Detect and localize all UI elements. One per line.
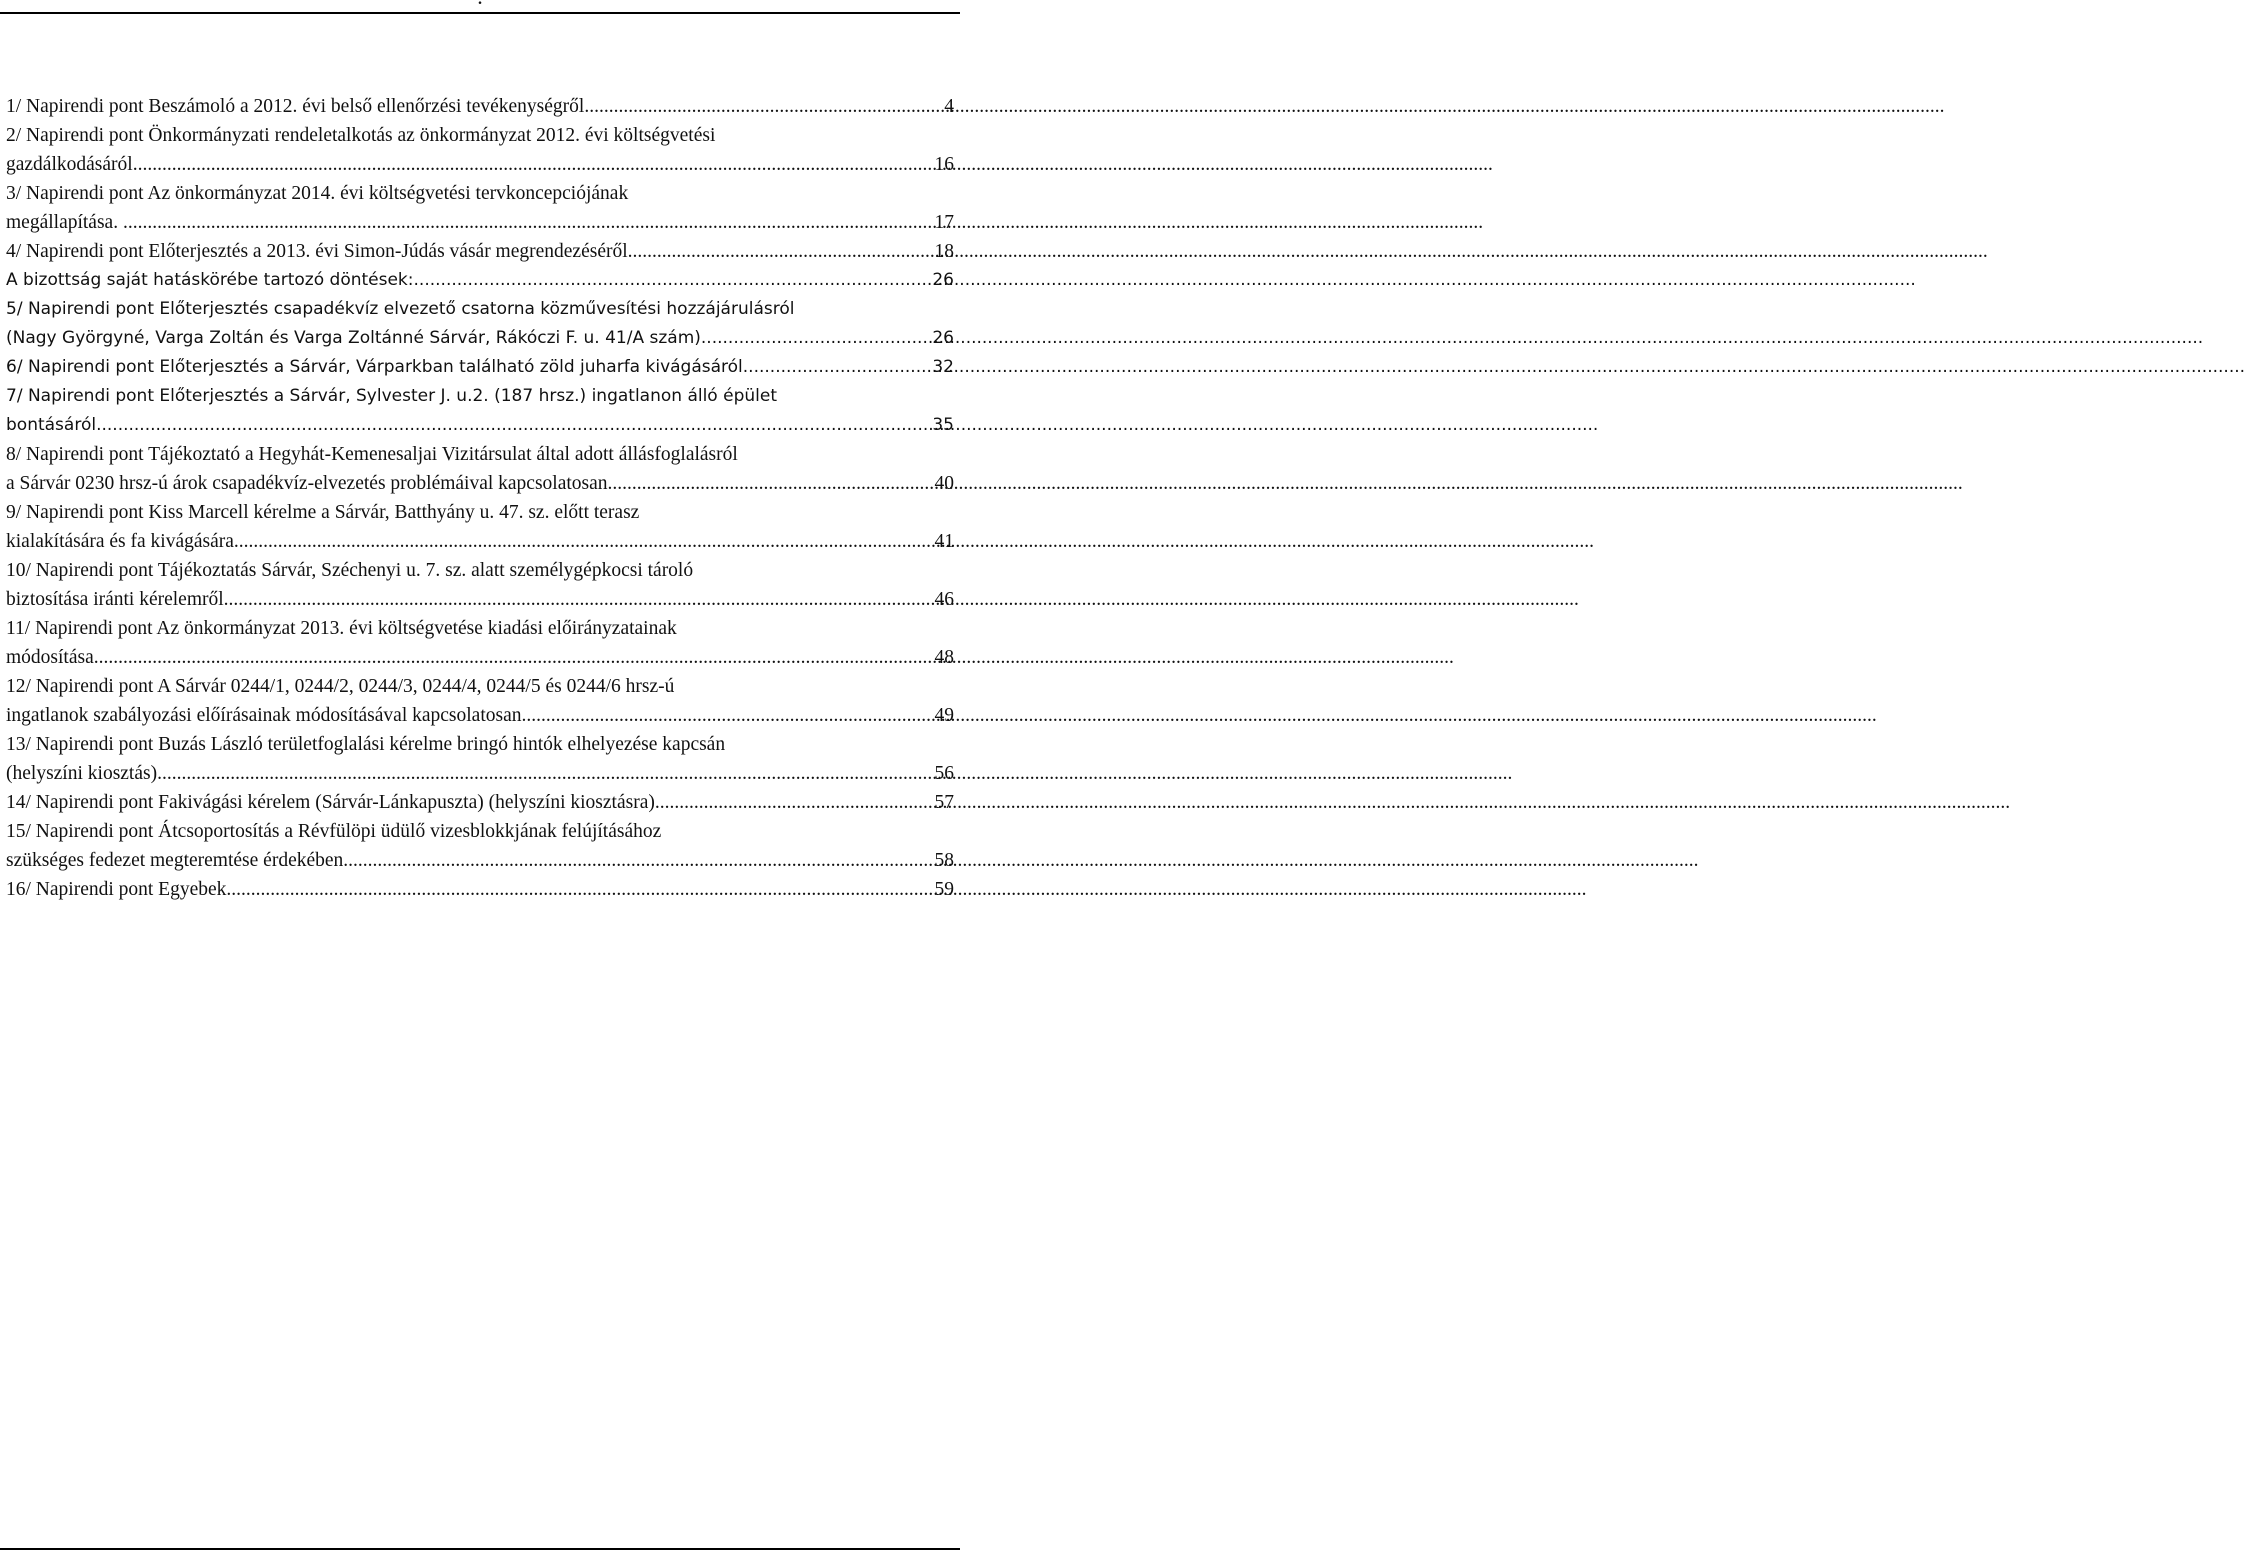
toc-line xyxy=(6,672,954,701)
toc-entry-text: megállapítása. . xyxy=(6,212,128,233)
toc-line xyxy=(6,440,954,469)
dot-leader xyxy=(608,469,933,498)
toc-entry-text: 8/ Napirendi pont Tájékoztató a Hegyhát-Kemenesaljai Vizitársulat által adott állásfoglalásról xyxy=(6,444,738,465)
toc-page-number: 58 xyxy=(934,850,954,871)
toc-entry[interactable] xyxy=(6,556,954,614)
toc-line xyxy=(6,875,954,904)
toc-line xyxy=(6,498,954,527)
table-of-contents xyxy=(6,92,954,904)
toc-line xyxy=(6,92,954,121)
dot-leader xyxy=(414,266,931,295)
toc-line xyxy=(6,585,954,614)
toc-line xyxy=(6,208,954,237)
toc-entry-text: 16/ Napirendi pont Egyebek. xyxy=(6,879,232,900)
toc-entry-text: bontásáról xyxy=(6,415,97,435)
dot-leader xyxy=(224,585,933,614)
toc-entry-text: szükséges fedezet megteremtése érdekében xyxy=(6,850,344,871)
header-mark xyxy=(0,0,960,8)
toc-line xyxy=(6,527,954,556)
dot-leader xyxy=(231,875,932,904)
toc-page-number: 26 xyxy=(932,270,954,290)
toc-entry-text: 14/ Napirendi pont Fakivágási kérelem (Sárvár-Lánkapuszta) (helyszíni kiosztásra) xyxy=(6,792,655,813)
toc-line xyxy=(6,237,954,266)
toc-entry[interactable] xyxy=(6,121,954,179)
toc-line xyxy=(6,266,954,295)
toc-entry[interactable] xyxy=(6,295,954,353)
toc-line xyxy=(6,817,954,846)
dot-leader xyxy=(239,527,933,556)
toc-entry-text: gazdálkodásáról. xyxy=(6,154,138,175)
dot-leader xyxy=(128,208,933,237)
toc-entry-text: 10/ Napirendi pont Tájékoztatás Sárvár, Széchenyi u. 7. sz. alatt személygépkocsi tároló xyxy=(6,560,694,581)
dot-leader xyxy=(743,353,931,382)
toc-entry-text: 13/ Napirendi pont Buzás László területfoglalási kérelme bringó hintók elhelyezése kapcsán xyxy=(6,734,726,755)
dot-leader xyxy=(589,92,942,121)
toc-page-number: 32 xyxy=(932,357,954,377)
toc-entry-text: 9/ Napirendi pont Kiss Marcell kérelme a Sárvár, Batthyány u. 47. sz. előtt terasz xyxy=(6,502,640,523)
dot-leader xyxy=(633,237,933,266)
top-rule xyxy=(0,12,960,14)
toc-entry[interactable] xyxy=(6,730,954,788)
toc-line xyxy=(6,150,954,179)
toc-entry-text: a Sárvár 0230 hrsz-ú árok csapadékvíz-elvezetés problémáival kapcsolatosan xyxy=(6,473,608,494)
toc-entry-text: (Nagy Györgyné, Varga Zoltán és Varga Zoltánné Sárvár, Rákóczi F. u. 41/A szám) xyxy=(6,328,701,348)
toc-entry[interactable] xyxy=(6,440,954,498)
toc-line xyxy=(6,121,954,150)
toc-entry[interactable] xyxy=(6,237,954,266)
toc-page-number: 4 xyxy=(944,96,954,117)
dot-leader xyxy=(157,759,932,788)
toc-line xyxy=(6,324,954,353)
toc-page-number: 17 xyxy=(934,212,954,233)
toc-entry[interactable] xyxy=(6,817,954,875)
dot-leader xyxy=(701,324,930,353)
toc-page-number: 49 xyxy=(934,705,954,726)
toc-line xyxy=(6,469,954,498)
toc-entry-text: módosítása. xyxy=(6,647,99,668)
toc-line xyxy=(6,643,954,672)
toc-entry-text: 15/ Napirendi pont Átcsoportosítás a Révfülöpi üdülő vizesblokkjának felújításához xyxy=(6,821,662,842)
toc-entry[interactable] xyxy=(6,672,954,730)
toc-page-number: 16 xyxy=(934,154,954,175)
toc-line xyxy=(6,846,954,875)
toc-page-number: 48 xyxy=(934,647,954,668)
toc-entry[interactable] xyxy=(6,614,954,672)
dot-leader xyxy=(96,411,930,440)
toc-entry[interactable] xyxy=(6,382,954,440)
bottom-rule xyxy=(0,1548,960,1550)
toc-entry-text: 12/ Napirendi pont A Sárvár 0244/1, 0244/2, 0244/3, 0244/4, 0244/5 és 0244/6 hrsz-ú xyxy=(6,676,675,697)
toc-entry-text: 5/ Napirendi pont Előterjesztés csapadékvíz elvezető csatorna közművesítési hozzájárulásról xyxy=(6,299,795,319)
dot-leader xyxy=(138,150,933,179)
toc-entry-text: 3/ Napirendi pont Az önkormányzat 2014. évi költségvetési tervkoncepciójának xyxy=(6,183,629,204)
toc-entry-text: 1/ Napirendi pont Beszámoló a 2012. évi belső ellenőrzési tevékenységről. xyxy=(6,96,590,117)
toc-page-number: 18 xyxy=(934,241,954,262)
toc-entry[interactable] xyxy=(6,179,954,237)
toc-entry[interactable] xyxy=(6,92,954,121)
toc-entry-text: 7/ Napirendi pont Előterjesztés a Sárvár, Sylvester J. u.2. (187 hrsz.) ingatlanon álló épület xyxy=(6,386,777,406)
toc-entry[interactable] xyxy=(6,498,954,556)
toc-page-number: 56 xyxy=(934,763,954,784)
toc-page-number: 46 xyxy=(934,589,954,610)
toc-line xyxy=(6,353,954,382)
toc-entry[interactable] xyxy=(6,875,954,904)
toc-line xyxy=(6,179,954,208)
toc-line xyxy=(6,556,954,585)
toc-entry-text: biztosítása iránti kérelemről xyxy=(6,589,224,610)
toc-line xyxy=(6,382,954,411)
toc-entry-text: 11/ Napirendi pont Az önkormányzat 2013. évi költségvetése kiadási előirányzatainak xyxy=(6,618,677,639)
toc-entry[interactable] xyxy=(6,788,954,817)
toc-line xyxy=(6,295,954,324)
dot-leader xyxy=(99,643,933,672)
toc-line xyxy=(6,411,954,440)
toc-entry-text: A bizottság saját hatáskörébe tartozó döntések: xyxy=(6,270,414,290)
dot-leader xyxy=(655,788,933,817)
toc-entry[interactable] xyxy=(6,266,954,295)
dot-leader xyxy=(522,701,933,730)
toc-entry[interactable] xyxy=(6,353,954,382)
toc-entry-text: ingatlanok szabályozási előírásainak módosításával kapcsolatosan xyxy=(6,705,522,726)
toc-line xyxy=(6,730,954,759)
toc-page-number: 41 xyxy=(934,531,954,552)
toc-page-number: 59 xyxy=(934,879,954,900)
toc-entry-text: 6/ Napirendi pont Előterjesztés a Sárvár, Várparkban található zöld juharfa kivágásáról xyxy=(6,357,743,377)
toc-page-number: 57 xyxy=(934,792,954,813)
dot-leader xyxy=(343,846,932,875)
toc-entry-text: 2/ Napirendi pont Önkormányzati rendeletalkotás az önkormányzat 2012. évi költségvetési xyxy=(6,125,716,146)
toc-entry-text: kialakítására és fa kivágására. xyxy=(6,531,239,552)
toc-entry-text: 4/ Napirendi pont Előterjesztés a 2013. évi Simon-Júdás vásár megrendezéséről. xyxy=(6,241,633,262)
toc-line xyxy=(6,759,954,788)
toc-page-number: 26 xyxy=(932,328,954,348)
toc-line xyxy=(6,788,954,817)
toc-entry-text: (helyszíni kiosztás) xyxy=(6,763,158,784)
toc-page-number: 40 xyxy=(934,473,954,494)
toc-page-number: 35 xyxy=(932,415,954,435)
toc-line xyxy=(6,701,954,730)
toc-line xyxy=(6,614,954,643)
